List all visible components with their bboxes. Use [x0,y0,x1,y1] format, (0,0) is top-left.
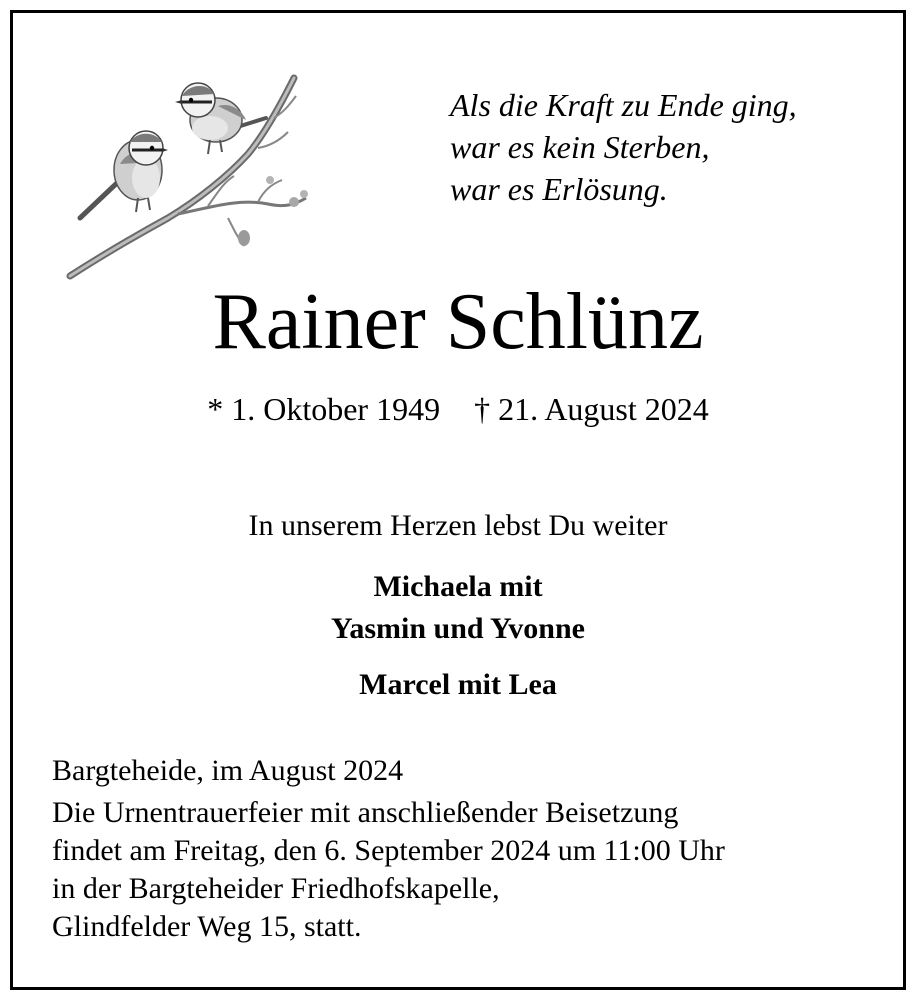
motto-line: Als die Kraft zu Ende ging, [450,87,797,123]
birds-on-branch-icon [58,58,328,288]
mourner-line: Yasmin und Yvonne [331,612,585,645]
place-date: Bargteheide, im August 2024 [52,754,404,787]
birth-date: * 1. Oktober 1949 [207,391,441,427]
mourners-list [0,566,916,706]
motto-line: war es Erlösung. [450,171,668,207]
death-date: † 21. August 2024 [474,391,709,427]
funeral-details [52,752,892,946]
life-dates [0,388,916,430]
details-line: in der Bargteheider Friedhofskapelle, [52,872,500,905]
motto-line: war es kein Sterben, [450,129,710,165]
mourner-line: Marcel mit Lea [359,668,557,701]
details-line: Glindfelder Weg 15, statt. [52,910,362,943]
motto-verse [450,84,880,210]
deceased-name: Rainer Schlünz [212,278,704,366]
details-line: Die Urnentrauerfeier mit anschließender Beisetzung [52,796,679,829]
details-line: findet am Freitag, den 6. September 2024 um 11:00 Uhr [52,834,725,867]
mourner-line: Michaela mit [373,570,543,603]
dedication-text: In unserem Herzen lebst Du weiter [248,509,668,542]
